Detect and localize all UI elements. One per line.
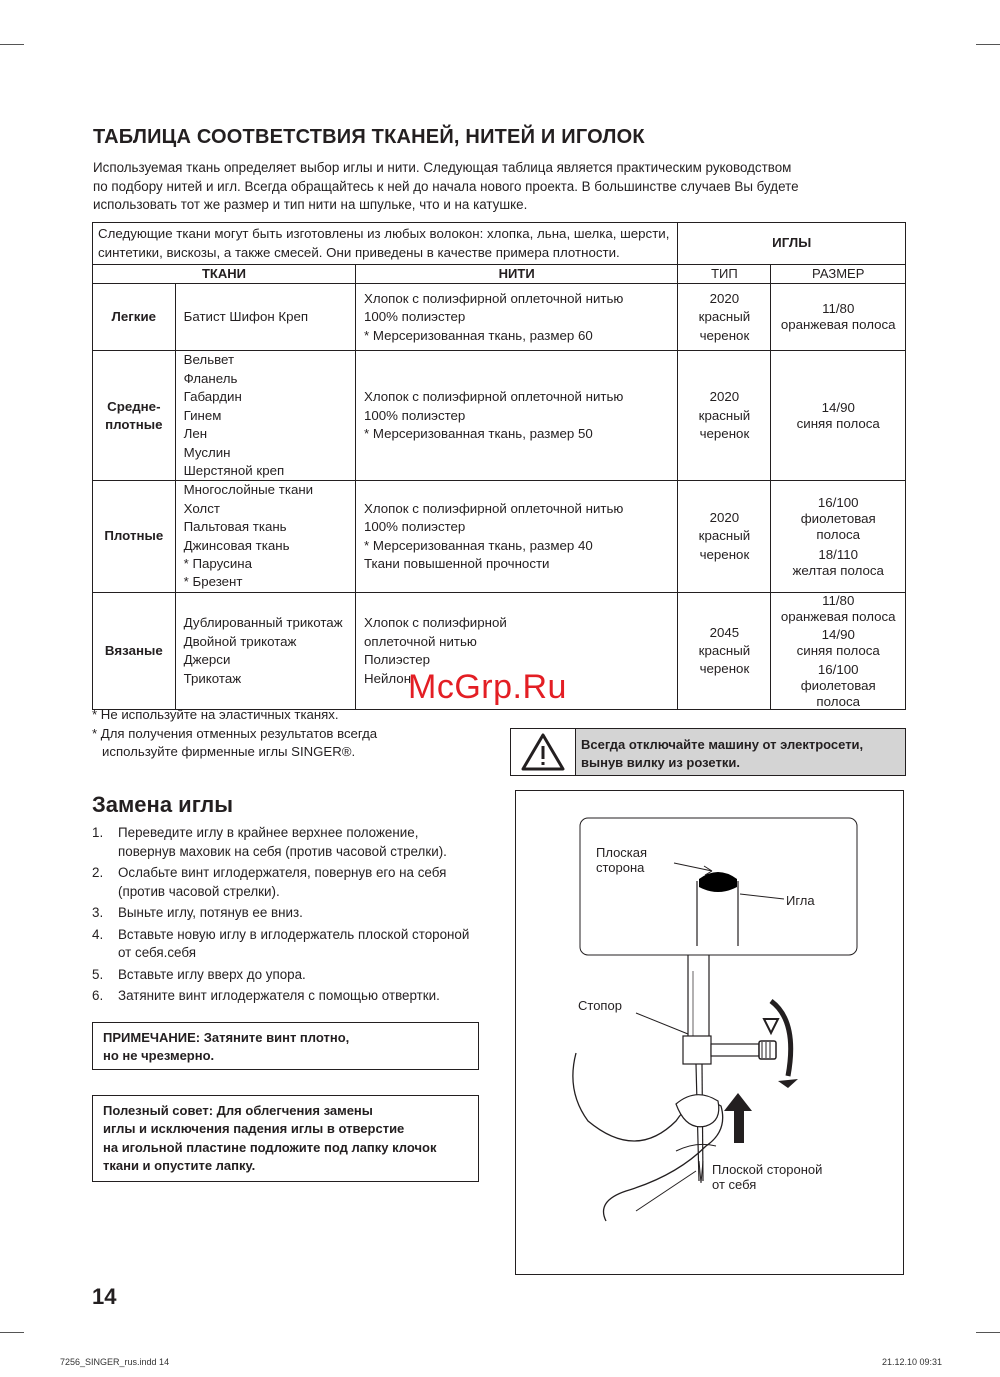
- page-number: 14: [92, 1284, 117, 1309]
- category-cell: Плотные: [93, 481, 176, 592]
- threads-cell: Хлопок с полиэфирной оплеточной нитью Полиэстер Нейлон: [355, 592, 677, 710]
- category-cell: Вязаные: [93, 592, 176, 710]
- label-needle: Игла: [786, 893, 815, 908]
- label-flat-away: Плоской стороной от себя: [712, 1162, 823, 1192]
- table-row: [93, 351, 906, 481]
- list-item: 5. Вставьте иглу вверх до упора.: [92, 966, 306, 982]
- fabric-thread-needle-table: [92, 222, 906, 710]
- warning-triangle-icon: [511, 729, 576, 775]
- type-cell: 2020 красный черенок: [678, 351, 771, 481]
- crop-mark: [0, 1332, 24, 1333]
- watermark: McGrp.Ru: [408, 668, 567, 706]
- table-row: [93, 481, 906, 592]
- table-row: [93, 284, 906, 351]
- crop-mark: [976, 44, 1000, 45]
- list-item: 6. Затяните винт иглодержателя с помощью отвертки.: [92, 988, 440, 1003]
- category-cell: Средне- плотные: [93, 351, 176, 481]
- col-type: ТИП: [678, 265, 771, 284]
- slug-right: 21.12.10 09:31: [882, 1357, 943, 1367]
- threads-cell: Хлопок с полиэфирной оплеточной нитью 100% полиэстер * Мерсеризованная ткань, размер 60: [355, 284, 677, 351]
- size-cell: 11/80 оранжевая полоса: [771, 284, 906, 351]
- needle-replacement-figure: [515, 790, 904, 1275]
- fabrics-cell: Многослойные ткани Холст Пальтовая ткань Джинсовая ткань * Парусина * Брезент: [175, 481, 355, 592]
- table-note: Следующие ткани могут быть изготовлены из любых волокон: хлопка, льна, шелка, шерсти, синтетики, вискозы, а также смесей. Они приведены в качестве примера плотности.: [93, 223, 678, 265]
- warning-box: [510, 728, 906, 776]
- size-cell: 16/100 фиолетовая полоса 18/110 желтая полоса: [771, 481, 906, 592]
- size-cell: 11/80 оранжевая полоса 14/90 синяя полоса 16/100 фиолетовая полоса: [771, 592, 906, 710]
- intro-line: по подбору нитей и игл. Всегда обращайтесь к ней до начала нового проекта. В большинстве случаев Вы будете: [93, 178, 799, 194]
- note-box: ПРИМЕЧАНИЕ: Затяните винт плотно, но не чрезмерно.: [92, 1022, 479, 1070]
- table-footnotes: * Не используйте на эластичных тканях. * Для получения отменных результатов всегда используйте фирменные иглы SINGER®.: [92, 707, 378, 759]
- intro-paragraph: [93, 159, 893, 215]
- tip-box: Полезный совет: Для облегчения замены иглы и исключения падения иглы в отверстие на игольной пластине подложите под лапку клочок ткани и опустите лапку.: [92, 1095, 479, 1182]
- type-cell: 2020 красный черенок: [678, 284, 771, 351]
- intro-line: Используемая ткань определяет выбор иглы и нити. Следующая таблица является практическим руководством: [93, 160, 792, 175]
- label-stopper: Стопор: [578, 998, 622, 1013]
- col-size: РАЗМЕР: [771, 265, 906, 284]
- label-flat-side: Плоская сторона: [596, 845, 648, 875]
- slug-left: 7256_SINGER_rus.indd 14: [60, 1357, 170, 1367]
- threads-cell: Хлопок с полиэфирной оплеточной нитью 100% полиэстер * Мерсеризованная ткань, размер 50: [355, 351, 677, 481]
- list-item: 2. Ослабьте винт иглодержателя, повернув его на себя (против часовой стрелки).: [92, 865, 447, 899]
- crop-mark: [976, 1332, 1000, 1333]
- type-cell: 2020 красный черенок: [678, 481, 771, 592]
- crop-mark: [0, 44, 24, 45]
- fabrics-cell: Батист Шифон Креп: [175, 284, 355, 351]
- type-cell: 2045 красный черенок: [678, 592, 771, 710]
- list-item: 1. Переведите иглу в крайнее верхнее положение, повернув маховик на себя (против часовой стрелки).: [92, 825, 447, 859]
- col-threads: НИТИ: [355, 265, 677, 284]
- steps-list: [92, 824, 492, 1009]
- size-cell: 14/90 синяя полоса: [771, 351, 906, 481]
- section-title: Замена иглы: [92, 792, 234, 817]
- category-cell: Легкие: [93, 284, 176, 351]
- page-title: ТАБЛИЦА СООТВЕТСТВИЯ ТКАНЕЙ, НИТЕЙ И ИГОЛОК: [93, 126, 645, 148]
- fabrics-cell: Дублированный трикотаж Двойной трикотаж Джерси Трикотаж: [175, 592, 355, 710]
- fabrics-cell: Вельвет Фланель Габардин Гинем Лен Муслин Шерстяной креп: [175, 351, 355, 481]
- needles-header: ИГЛЫ: [678, 223, 906, 265]
- intro-line: использовать тот же размер и тип нити на шпульке, что и на катушке.: [93, 197, 528, 212]
- warning-text: Всегда отключайте машину от электросети, вынув вилку из розетки.: [581, 737, 864, 770]
- col-fabrics: ТКАНИ: [93, 265, 356, 284]
- needle-illustration: [516, 791, 903, 1274]
- list-item: 3. Выньте иглу, потянув ее вниз.: [92, 905, 303, 920]
- threads-cell: Хлопок с полиэфирной оплеточной нитью 100% полиэстер * Мерсеризованная ткань, размер 40 Ткани повышенной прочности: [355, 481, 677, 592]
- list-item: 4. Вставьте новую иглу в иглодержатель плоской стороной от себя.себя: [92, 926, 470, 960]
